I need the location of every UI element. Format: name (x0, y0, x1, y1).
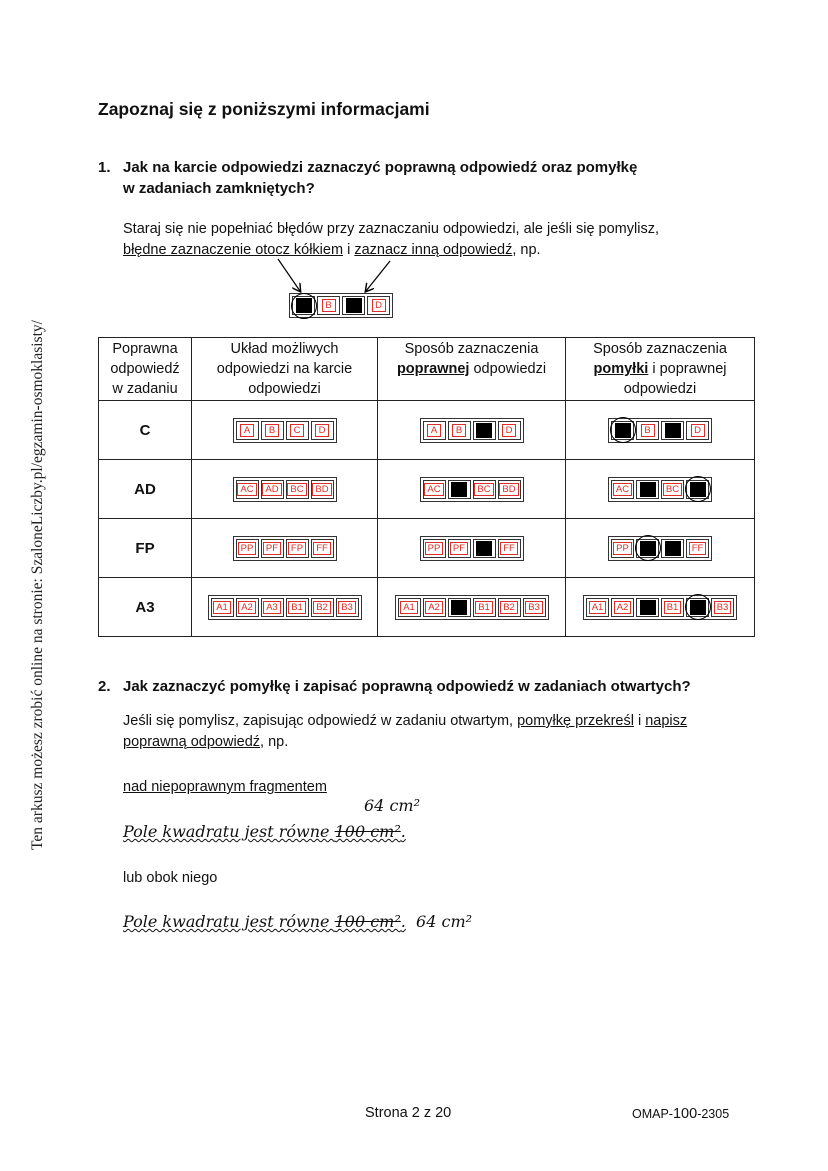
label-beside: lub obok niego (123, 870, 218, 886)
correct-cell: A1 A2 B1 B2 B3 (378, 578, 566, 637)
q2-paragraph: Jeśli się pomylisz, zapisując odpowiedź w zadaniu otwartym, pomyłkę przekreśl i napisz poprawną odpowiedź, np. (123, 713, 688, 750)
q1-title-line1: Jak na karcie odpowiedzi zaznaczyć poprawną odpowiedź oraz pomyłkę (123, 159, 638, 176)
table-row (99, 519, 755, 578)
correction-above: 64 cm² (364, 796, 420, 815)
q1-link-mark: zaznacz inną odpowiedź (354, 242, 513, 258)
q1-title (123, 157, 637, 199)
q1-link-circle: błędne zaznaczenie otocz kółkiem (123, 242, 344, 258)
arrow-to-circle (278, 259, 300, 291)
q1-para-and: i (343, 242, 355, 258)
q2-link-correct: poprawną odpowiedź (123, 734, 261, 750)
example-cell-c (342, 296, 365, 315)
q2-link-write: napisz (645, 713, 688, 729)
mistake-cell: AC BC (566, 460, 755, 519)
correct-cell: A B D (378, 401, 566, 460)
table-row (99, 401, 755, 460)
example-cell-a (292, 296, 315, 315)
layout-cell: A1 A2 A3 B1 B2 B3 (192, 578, 378, 637)
example-cell-d: D (367, 296, 390, 315)
exam-code: OMAP-100-2305 (632, 1106, 730, 1122)
q1-para-end: , np. (512, 242, 541, 258)
handwritten-line-2: Pole kwadratu jest równe 100 cm². 64 cm² (123, 912, 473, 931)
table-row (99, 578, 755, 637)
q2-number: 2. (98, 678, 111, 695)
answer-marking-table (98, 337, 755, 637)
arrow-to-mark (366, 261, 390, 291)
table-header-row (99, 338, 755, 401)
header-mistake-marking: Sposób zaznaczenia pomyłki i poprawnej odpowiedzi (566, 338, 755, 401)
page-number: Strona 2 z 20 (365, 1105, 452, 1121)
q1-para-line1: Staraj się nie popełniać błędów przy zaznaczaniu odpowiedzi, ale jeśli się pomylisz, (123, 221, 659, 237)
side-note-text: Ten arkusz możesz zrobić online na stronie: SzaloneLiczby.pl/egzamin-osmoklasisty/ (29, 320, 46, 850)
label-above: nad niepoprawnym fragmentem (123, 779, 327, 795)
correct-cell: AC BC BD (378, 460, 566, 519)
row-label: C (99, 401, 192, 460)
row-label: AD (99, 460, 192, 519)
example-cell-b: B (317, 296, 340, 315)
layout-cell: A B C D (192, 401, 378, 460)
mistake-cell: B D (566, 401, 755, 460)
q2-title: Jak zaznaczyć pomyłkę i zapisać poprawną odpowiedź w zadaniach otwartych? (123, 678, 691, 695)
row-label: A3 (99, 578, 192, 637)
header-correct-answer: Poprawna odpowiedź w zadaniu (99, 338, 192, 401)
header-layout: Układ możliwych odpowiedzi na karcie odpowiedzi (192, 338, 378, 401)
table-row (99, 460, 755, 519)
q2-link-strike: pomyłkę przekreśl (517, 713, 634, 729)
correct-cell: PP PF FF (378, 519, 566, 578)
page-heading: Zapoznaj się z poniższymi informacjami (98, 99, 430, 119)
layout-cell: AC AD BC BD (192, 460, 378, 519)
row-label: FP (99, 519, 192, 578)
mistake-cell: PP FF (566, 519, 755, 578)
handwritten-line-1: Pole kwadratu jest równe 100 cm². (123, 822, 406, 841)
q1-title-line2: w zadaniach zamkniętych? (123, 180, 315, 197)
example-answer-boxes (289, 293, 393, 318)
mistake-cell: A1 A2 B1 B3 (566, 578, 755, 637)
header-correct-marking: Sposób zaznaczenia poprawnej odpowiedzi (378, 338, 566, 401)
q1-number: 1. (98, 159, 111, 176)
layout-cell: PP PF FP FF (192, 519, 378, 578)
